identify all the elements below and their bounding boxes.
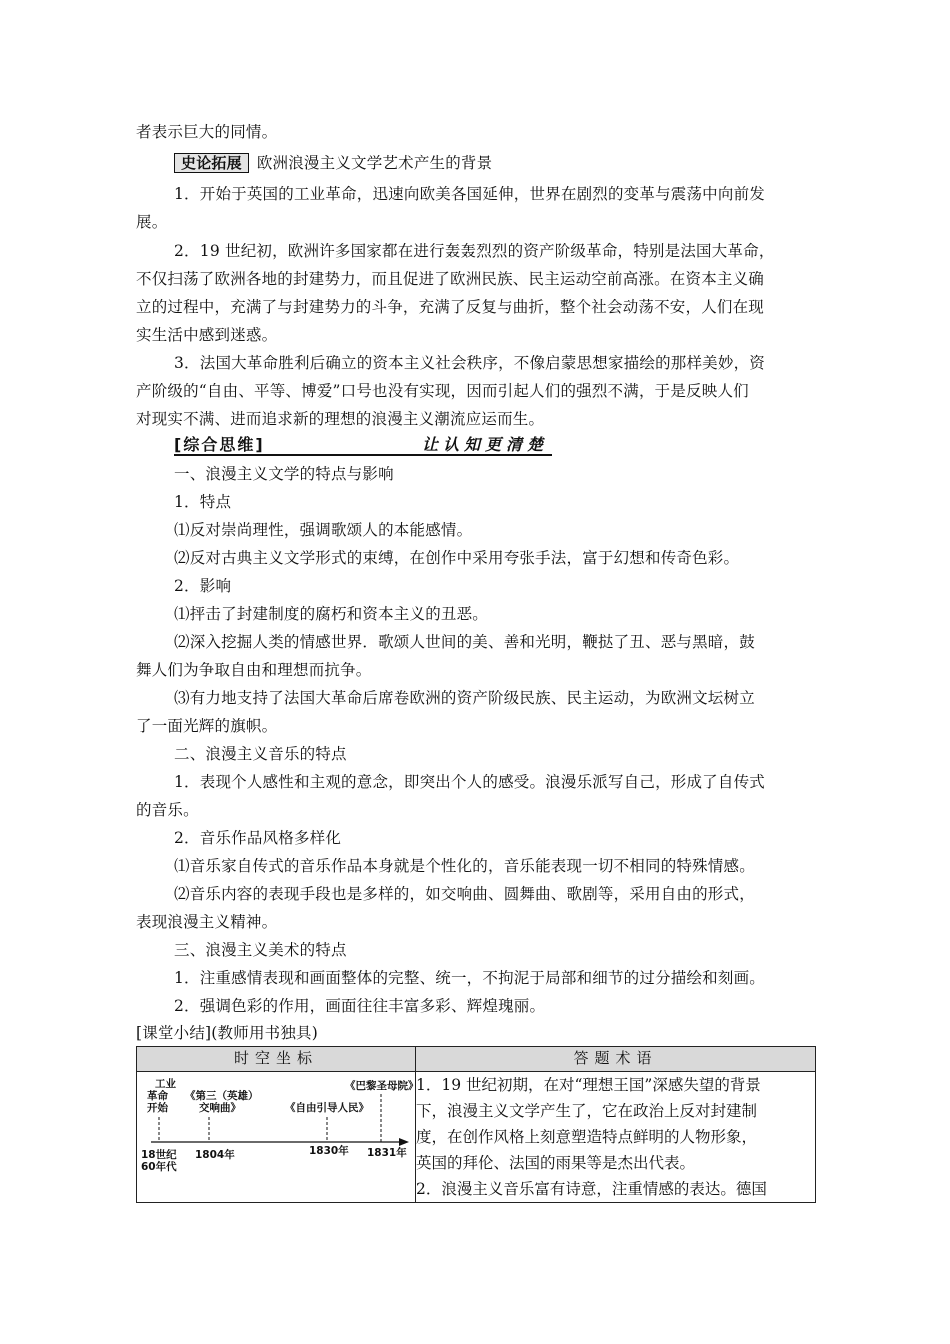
timeline-event: 《第三（英雄） bbox=[185, 1090, 259, 1102]
answer-line: 1．19 世纪初期，在对“理想王国”深感失望的背景 bbox=[416, 1076, 761, 1094]
text-line: 对现实不满、进而追求新的理想的浪漫主义潮流应运而生。 bbox=[136, 410, 545, 428]
timeline-event: 革命 bbox=[147, 1090, 168, 1102]
answer-line: 英国的拜伦、法国的雨果等是杰出代表。 bbox=[416, 1154, 696, 1172]
text-line: 表现浪漫主义精神。 bbox=[136, 913, 278, 931]
text-line: 2．强调色彩的作用，画面往往丰富多彩、辉煌瑰丽。 bbox=[174, 997, 546, 1015]
section-heading: 三、浪漫主义美术的特点 bbox=[174, 941, 347, 959]
text-line: 2．音乐作品风格多样化 bbox=[174, 829, 342, 847]
text-line: 实生活中感到迷惑。 bbox=[136, 326, 278, 344]
summary-table bbox=[136, 1046, 816, 1203]
text-line: 3．法国大革命胜利后确立的资本主义社会秩序，不像启蒙思想家描绘的那样美妙，资 bbox=[174, 354, 765, 372]
text-line: ⑴反对崇尚理性，强调歌颂人的本能感情。 bbox=[174, 521, 473, 539]
text-line: 立的过程中，充满了与封建势力的斗争，充满了反复与曲折，整个社会动荡不安，人们在现 bbox=[136, 298, 765, 316]
text-line: 产阶级的“自由、平等、博爱”口号也没有实现，因而引起人们的强烈不满，于是反映人们 bbox=[136, 382, 749, 400]
synthesis-tag: [综合思维] bbox=[174, 435, 265, 454]
timeline-event: 《自由引导人民》 bbox=[285, 1102, 369, 1114]
timeline-date: 1831年 bbox=[367, 1147, 407, 1159]
text-line: 2．19 世纪初，欧洲许多国家都在进行轰轰烈烈的资产阶级革命，特别是法国大革命， bbox=[174, 242, 775, 260]
text-line: 舞人们为争取自由和理想而抗争。 bbox=[136, 661, 372, 679]
answer-line: 下，浪漫主义文学产生了，它在政治上反对封建制 bbox=[416, 1102, 758, 1120]
timeline-event: 工业 bbox=[155, 1078, 176, 1090]
text-line: 不仅扫荡了欧洲各地的封建势力，而且促进了欧洲民族、民主运动空前高涨。在资本主义确 bbox=[136, 270, 765, 288]
timeline-date: 1804年 bbox=[195, 1149, 235, 1161]
timeline-date: 60年代 bbox=[141, 1161, 177, 1173]
history-extension-tag: 史论拓展 bbox=[174, 153, 249, 173]
text-line: 1．注重感情表现和画面整体的完整、统一，不拘泥于局部和细节的过分描绘和刻画。 bbox=[174, 969, 765, 987]
text-line: ⑶有力地支持了法国大革命后席卷欧洲的资产阶级民族、民主运动，为欧洲文坛树立 bbox=[174, 689, 755, 707]
answer-terms-cell bbox=[416, 1072, 816, 1203]
text-line: 者表示巨大的同情。 bbox=[136, 123, 278, 141]
text-line-with-tag bbox=[174, 153, 854, 173]
text-line: ⑴抨击了封建制度的腐朽和资本主义的丑恶。 bbox=[174, 605, 489, 623]
text-line: 1．开始于英国的工业革命，迅速向欧美各国延伸，世界在剧烈的变革与震荡中向前发 bbox=[174, 185, 765, 203]
section-heading: 二、浪漫主义音乐的特点 bbox=[174, 745, 347, 763]
answer-line: 度，在创作风格上刻意塑造特点鲜明的人物形象， bbox=[416, 1128, 758, 1146]
text-line: 2．影响 bbox=[174, 577, 232, 595]
text-line: ⑵反对古典主义文学形式的束缚，在创作中采用夸张手法，富于幻想和传奇色彩。 bbox=[174, 549, 740, 567]
timeline-date: 1830年 bbox=[309, 1145, 349, 1157]
section-heading: 欧洲浪漫主义文学艺术产生的背景 bbox=[256, 154, 493, 172]
text-line: 展。 bbox=[136, 213, 168, 231]
text-line: 的音乐。 bbox=[136, 801, 199, 819]
timeline-event: 《巴黎圣母院》 bbox=[345, 1080, 419, 1092]
timeline-date: 18世纪 bbox=[141, 1149, 177, 1161]
timeline-event: 开始 bbox=[147, 1102, 168, 1114]
text-line: ⑵深入挖掘人类的情感世界．歌颂人世间的美、善和光明，鞭挞了丑、恶与黑暗，鼓 bbox=[174, 633, 755, 651]
timeline-cell bbox=[137, 1072, 419, 1203]
synthesis-slogan: 让认知更清楚 bbox=[421, 435, 548, 454]
answer-terms-header: 答题术语 bbox=[416, 1047, 816, 1072]
text-line: ⑴音乐家自传式的音乐作品本身就是个性化的，音乐能表现一切不相同的特殊情感。 bbox=[174, 857, 755, 875]
text-line: 了一面光辉的旗帜。 bbox=[136, 717, 278, 735]
timeline-event: 交响曲》 bbox=[199, 1102, 241, 1114]
time-space-header: 时空坐标 bbox=[137, 1047, 416, 1072]
text-line: 1．表现个人感性和主观的意念，即突出个人的感受。浪漫乐派写自己，形成了自传式 bbox=[174, 773, 765, 791]
text-line: 1．特点 bbox=[174, 493, 232, 511]
answer-line: 2．浪漫主义音乐富有诗意，注重情感的表达。德国 bbox=[416, 1180, 767, 1198]
timeline-diagram bbox=[137, 1072, 419, 1202]
synthesis-banner bbox=[174, 432, 552, 456]
section-heading: 一、浪漫主义文学的特点与影响 bbox=[174, 465, 394, 483]
text-line: ⑵音乐内容的表现手段也是多样的，如交响曲、圆舞曲、歌剧等，采用自由的形式， bbox=[174, 885, 755, 903]
summary-label: [课堂小结](教师用书独具) bbox=[136, 1024, 318, 1042]
